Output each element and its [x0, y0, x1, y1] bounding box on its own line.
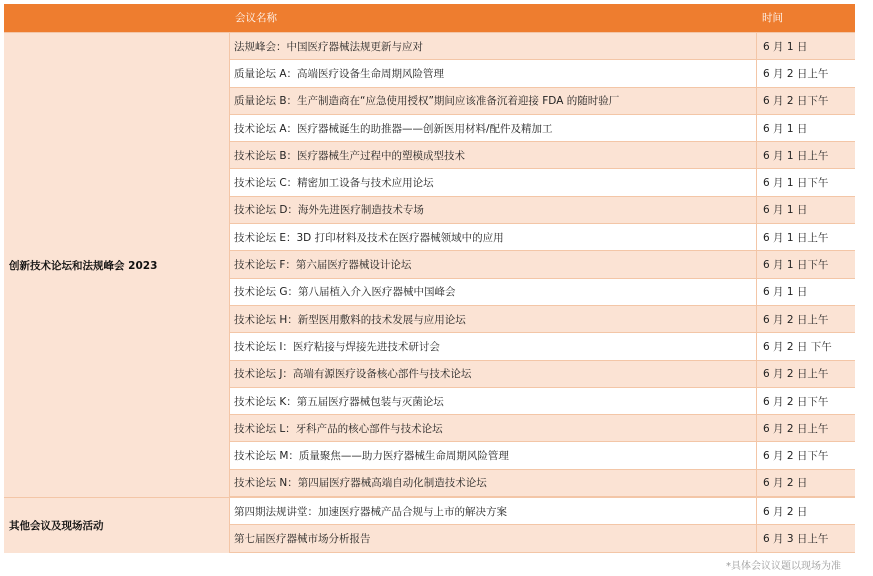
session-name: 技术论坛 C：精密加工设备与技术应用论坛: [230, 169, 757, 195]
schedule-table: [4, 4, 855, 553]
table-row: [230, 115, 855, 142]
table-row: [230, 279, 855, 306]
session-time: 6 月 2 日上午: [757, 415, 855, 441]
table-row: [230, 388, 855, 415]
session-name: 技术论坛 M：质量聚焦——助力医疗器械生命周期风险管理: [230, 442, 757, 468]
session-time: 6 月 1 日下午: [757, 169, 855, 195]
header-group-cell: [4, 4, 230, 32]
session-name: 法规峰会：中国医疗器械法规更新与应对: [230, 33, 757, 59]
session-time: 6 月 2 日 下午: [757, 333, 855, 359]
session-time: 6 月 2 日下午: [757, 388, 855, 414]
session-time: 6 月 1 日: [757, 197, 855, 223]
header-name: 会议名称: [235, 12, 277, 24]
table-row: [230, 88, 855, 115]
session-name: 质量论坛 B：生产制造商在“应急使用授权”期间应该准备沉着迎接 FDA 的随时验厂: [230, 88, 757, 114]
table-row: [230, 142, 855, 169]
table-row: [230, 415, 855, 442]
session-name: 技术论坛 D：海外先进医疗制造技术专场: [230, 197, 757, 223]
session-time: 6 月 1 日: [757, 115, 855, 141]
session-name: 技术论坛 A：医疗器械诞生的助推器——创新医用材料/配件及精加工: [230, 115, 757, 141]
session-name: 第七届医疗器械市场分析报告: [230, 525, 757, 551]
session-name: 技术论坛 L：牙科产品的核心部件与技术论坛: [230, 415, 757, 441]
session-time: 6 月 2 日上午: [757, 60, 855, 86]
table-header: [4, 4, 855, 32]
session-time: 6 月 2 日上午: [757, 361, 855, 387]
table-row: [230, 33, 855, 60]
table-row: [230, 442, 855, 469]
session-time: 6 月 2 日: [757, 470, 855, 496]
session-time: 6 月 2 日下午: [757, 88, 855, 114]
group-other-events: [4, 497, 855, 553]
session-time: 6 月 2 日: [757, 498, 855, 524]
session-name: 技术论坛 B：医疗器械生产过程中的塑模成型技术: [230, 142, 757, 168]
session-time: 6 月 1 日: [757, 33, 855, 59]
table-row: [230, 498, 855, 525]
table-row: [230, 169, 855, 196]
session-name: 技术论坛 N：第四届医疗器械高端自动化制造技术论坛: [230, 470, 757, 496]
session-time: 6 月 1 日上午: [757, 142, 855, 168]
session-time: 6 月 2 日下午: [757, 442, 855, 468]
session-name: 技术论坛 K：第五届医疗器械包装与灭菌论坛: [230, 388, 757, 414]
table-row: [230, 224, 855, 251]
session-time: 6 月 2 日上午: [757, 306, 855, 332]
table-row: [230, 525, 855, 552]
session-name: 第四期法规讲堂：加速医疗器械产品合规与上市的解决方案: [230, 498, 757, 524]
table-row: [230, 251, 855, 278]
session-time: 6 月 3 日上午: [757, 525, 855, 551]
table-row: [230, 333, 855, 360]
header-time: 时间: [762, 12, 783, 24]
session-name: 技术论坛 J：高端有源医疗设备核心部件与技术论坛: [230, 361, 757, 387]
group-label: 其他会议及现场活动: [4, 498, 230, 553]
group-label: 创新技术论坛和法规峰会 2023: [4, 33, 230, 497]
table-row: [230, 197, 855, 224]
session-time: 6 月 1 日下午: [757, 251, 855, 277]
table-row: [230, 60, 855, 87]
table-row: [230, 306, 855, 333]
group-rows: [230, 33, 855, 497]
session-name: 技术论坛 I：医疗粘接与焊接先进技术研讨会: [230, 333, 757, 359]
session-name: 技术论坛 H：新型医用敷料的技术发展与应用论坛: [230, 306, 757, 332]
table-row: [230, 470, 855, 497]
session-name: 技术论坛 F：第六届医疗器械设计论坛: [230, 251, 757, 277]
session-time: 6 月 1 日上午: [757, 224, 855, 250]
session-name: 质量论坛 A：高端医疗设备生命周期风险管理: [230, 60, 757, 86]
group-rows: [230, 498, 855, 553]
group-innovation-forum: [4, 32, 855, 497]
session-name: 技术论坛 G：第八届植入介入医疗器械中国峰会: [230, 279, 757, 305]
session-name: 技术论坛 E：3D 打印材料及技术在医疗器械领域中的应用: [230, 224, 757, 250]
table-row: [230, 361, 855, 388]
footnote: *具体会议议题以现场为准: [726, 561, 841, 572]
session-time: 6 月 1 日: [757, 279, 855, 305]
